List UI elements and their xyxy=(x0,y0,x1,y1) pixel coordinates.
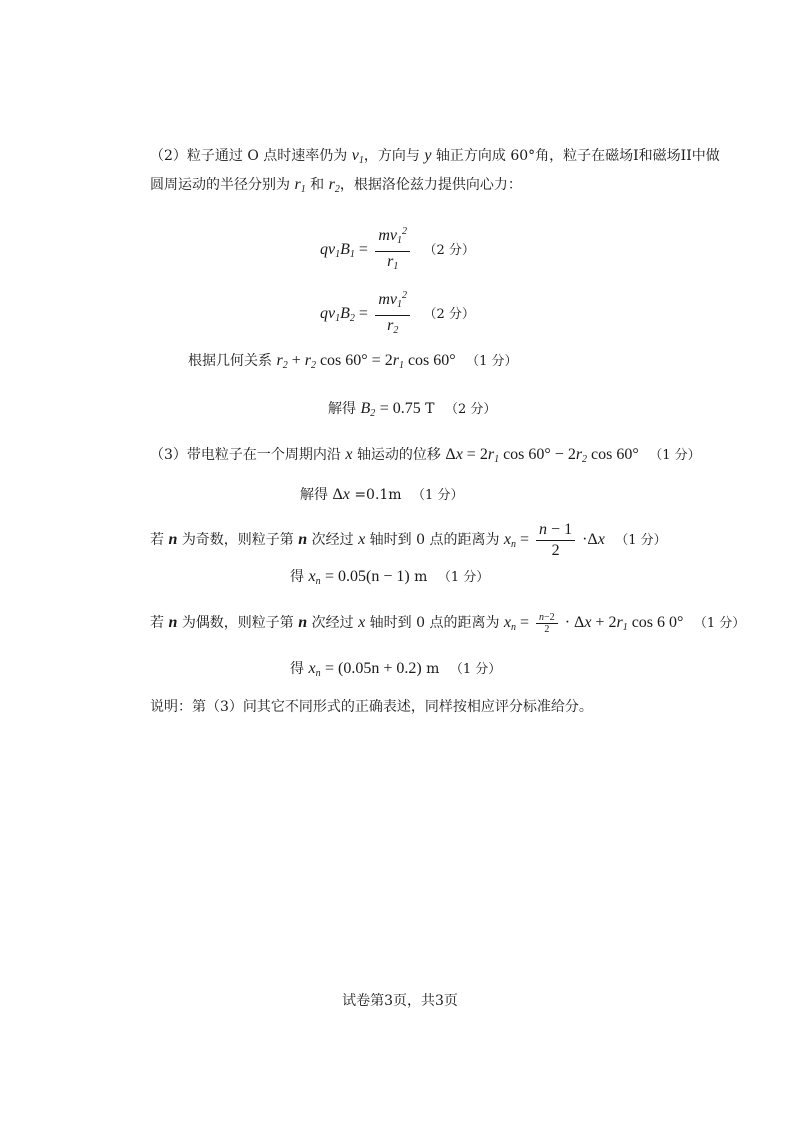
score-badge: （1 分） xyxy=(412,488,464,503)
lhs: $qv_1B_2$ = xyxy=(320,304,368,324)
n-symbol: n xyxy=(298,614,308,632)
fraction: $\frac{n - 1}{2}$ xyxy=(536,520,575,561)
dx-solution xyxy=(300,484,463,507)
score-badge: （2 分） xyxy=(444,402,497,417)
grading-note xyxy=(150,696,593,718)
equation-qvb2 xyxy=(320,286,475,341)
fraction: $\frac{mv_1^2}{r_1}$ xyxy=(375,222,410,277)
score-badge: （1 分） xyxy=(437,570,490,585)
text: 说明：第（3）问其它不同形式的正确表述，同样按相应评分标准给分。 xyxy=(150,699,593,715)
y-symbol: y xyxy=(424,147,432,164)
fraction: $\frac{mv_1^2}{r_2}$ xyxy=(375,286,410,341)
text: 轴时到 0 点的距离为 xyxy=(369,615,500,632)
r2-symbol: $r_2$ xyxy=(328,176,340,195)
text: （2）粒子通过 O 点时速率仍为 xyxy=(150,148,348,164)
odd-case xyxy=(150,520,667,561)
p2-intro-line2 xyxy=(150,174,522,201)
text: 和 xyxy=(310,177,325,193)
text: 为奇数，则粒子第 xyxy=(181,532,294,549)
unit: m xyxy=(414,569,428,585)
even-result xyxy=(290,658,501,685)
score-badge: （1 分） xyxy=(615,533,667,549)
formula: $x_n$ = $\frac{n - 1}{2}$ ·Δx xyxy=(503,521,605,559)
text: ，根据洛伦兹力提供向心力： xyxy=(339,177,522,193)
text: 次经过 xyxy=(311,532,354,549)
text: 轴运动的位移 xyxy=(356,447,441,463)
v1-symbol: $v_1$ xyxy=(351,147,364,166)
text: 解得 xyxy=(328,401,356,417)
even-case xyxy=(150,612,745,639)
text: 若 xyxy=(150,615,164,632)
fraction: $\frac{n-2}{2}$ xyxy=(536,612,558,635)
text: 若 xyxy=(150,532,164,549)
formula: $\Delta x = 2r_1$ $\cos 60^\circ - 2r_2$ cos 60° xyxy=(445,446,639,465)
unit: T xyxy=(425,401,435,417)
score-badge: （2 分） xyxy=(423,242,475,258)
unit: m xyxy=(426,661,440,677)
text: 得 xyxy=(290,569,304,585)
n-symbol: n xyxy=(168,614,178,632)
odd-result xyxy=(290,566,489,593)
b2-symbol: $B_2$ xyxy=(360,400,376,419)
text: ，方向与 xyxy=(363,148,420,164)
text: （3）带电粒子在一个周期内沿 xyxy=(150,447,341,463)
formula: $x_n$ = $\frac{n-2}{2}$ · $\Delta x + 2r_1$ cos 6 0° xyxy=(503,612,684,635)
score-badge: （1 分） xyxy=(693,616,746,632)
score-badge: （1 分） xyxy=(466,354,518,369)
text: 根据几何关系 xyxy=(188,353,272,369)
score-badge: （2 分） xyxy=(423,306,475,322)
xn-symbol: $x_n$ xyxy=(308,568,321,587)
score-badge: （1 分） xyxy=(649,448,701,463)
score-badge: （1 分） xyxy=(449,662,502,677)
text: 得 xyxy=(290,661,304,677)
b2-solution xyxy=(328,398,496,425)
n-symbol: n xyxy=(298,531,308,549)
page-footer: 试卷第3页，共3页 xyxy=(342,993,458,1009)
text: 圆周运动的半径分别为 xyxy=(150,177,290,193)
p2-intro-line1 xyxy=(150,145,720,172)
dx-symbol: Δx xyxy=(332,486,350,503)
value: = (0.05n + 0.2) xyxy=(325,660,422,677)
text: 为偶数，则粒子第 xyxy=(181,615,294,632)
x-symbol: x xyxy=(358,614,366,632)
n-symbol: n xyxy=(168,531,178,549)
value: =0.1m xyxy=(354,487,402,503)
value: = 0.05(n − 1) xyxy=(325,568,410,585)
xn-symbol: $x_n$ xyxy=(308,660,321,679)
formula: $r_2 + r_2$ $\cos 60^\circ = 2r_1$ cos 60° xyxy=(276,352,456,371)
lhs: $qv_1B_1$ = xyxy=(320,240,368,260)
text: 次经过 xyxy=(311,615,354,632)
text: 轴正方向成 60°角，粒子在磁场I和磁场II中做 xyxy=(435,148,720,164)
value: = 0.75 xyxy=(379,400,421,417)
r1-symbol: $r_1$ xyxy=(294,176,306,195)
x-symbol: x xyxy=(345,446,353,463)
x-symbol: x xyxy=(358,531,366,549)
text: 轴时到 0 点的距离为 xyxy=(369,532,500,549)
text: 解得 xyxy=(300,487,328,503)
geometry-relation xyxy=(188,350,518,377)
p3-intro xyxy=(150,444,701,471)
equation-qvb1 xyxy=(320,222,475,277)
